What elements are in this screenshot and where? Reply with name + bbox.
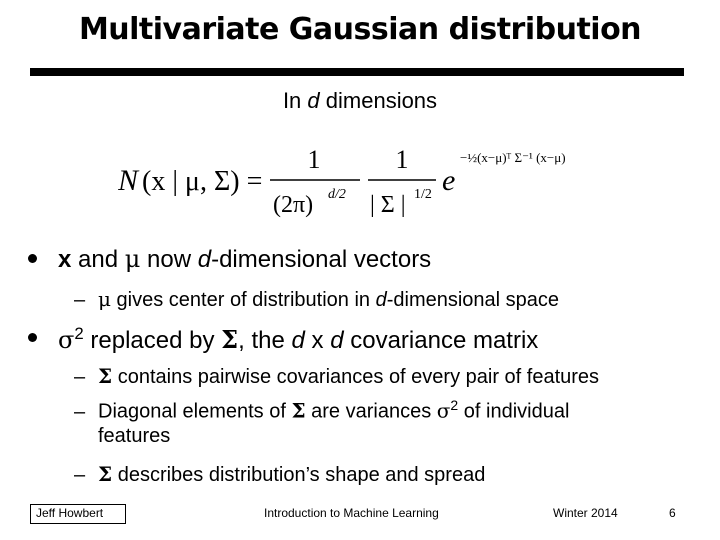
formula-N: N <box>118 164 139 197</box>
bullet1-text3: -dimensional vectors <box>211 246 432 273</box>
sigma-symbol: σ <box>436 398 451 423</box>
sub-bullet-diagonal <box>74 397 569 424</box>
sub-bullet-shape <box>74 462 485 487</box>
sub1-text1: gives center of distribution in <box>111 289 376 311</box>
title-divider <box>30 68 684 76</box>
footer-author: Jeff Howbert <box>36 506 104 520</box>
formula-e: e <box>442 164 456 197</box>
bullet2-x: x <box>304 327 331 354</box>
bullet-dot <box>28 254 37 263</box>
formula-exponent: −½(x−μ)ᵀ Σ⁻¹ (x−μ) <box>460 150 566 165</box>
sub1-var: d <box>375 289 387 311</box>
slide-subtitle <box>0 88 720 114</box>
bullet2-d2: d <box>330 327 344 354</box>
footer-course: Introduction to Machine Learning <box>264 506 439 520</box>
mu-symbol: μ <box>98 287 111 311</box>
sub2-text: contains pairwise covariances of every pair of features <box>112 366 600 388</box>
bullet2-text1: replaced by <box>83 327 222 354</box>
dash: – <box>74 464 86 486</box>
subtitle-var: d <box>307 88 320 113</box>
sub-bullet-pairwise <box>74 364 599 389</box>
sub3-exponent: 2 <box>450 397 459 413</box>
formula-frac1-den: (2π) <box>273 192 314 218</box>
mu-symbol: μ <box>124 245 141 273</box>
subtitle-pre: In <box>282 88 308 113</box>
subtitle-post: dimensions <box>319 88 438 113</box>
bullet-covariance <box>28 324 538 355</box>
bullet1-text1: and <box>71 246 125 273</box>
bullet1-var: d <box>197 246 212 273</box>
bullet-dot <box>28 333 37 342</box>
Sigma-symbol: Σ <box>291 398 306 423</box>
formula-frac2-den-exp: 1/2 <box>414 187 432 202</box>
dash: – <box>74 366 86 388</box>
bullet-vectors <box>28 245 431 274</box>
bullet2-d1: d <box>291 327 305 354</box>
formula-frac1-den-exp: d/2 <box>328 187 346 202</box>
sub3-text2: are variances <box>305 400 437 423</box>
Sigma-symbol: Σ <box>98 462 113 486</box>
formula-frac1-num: 1 <box>307 145 321 174</box>
footer-page-number: 6 <box>669 506 676 520</box>
bullet2-text2: , the <box>238 327 292 354</box>
sub-bullet-center <box>74 287 559 312</box>
Sigma-symbol: Σ <box>221 325 239 354</box>
sub1-text2: -dimensional space <box>386 289 560 311</box>
dash: – <box>74 289 86 311</box>
bullet2-text3: covariance matrix <box>343 327 539 354</box>
footer-term: Winter 2014 <box>553 506 618 520</box>
formula-frac2-den: | Σ | <box>370 192 406 218</box>
bullet1-x: x <box>58 246 72 273</box>
gaussian-formula <box>118 140 618 220</box>
sub3-text3: of individual <box>458 400 570 423</box>
sub4-text: describes distribution’s shape and spread <box>112 464 486 486</box>
bullet1-text2: now <box>140 246 198 273</box>
formula-args: (x | μ, Σ) = <box>142 166 263 197</box>
Sigma-symbol: Σ <box>98 364 113 388</box>
sigma-symbol: σ <box>58 326 75 354</box>
dash: – <box>74 400 86 423</box>
sub3-text1: Diagonal elements of <box>98 400 292 423</box>
slide-title: Multivariate Gaussian distribution <box>78 12 642 47</box>
sub-bullet-diagonal-cont: features <box>98 425 171 447</box>
bullet2-exponent: 2 <box>74 324 84 343</box>
formula-frac2-num: 1 <box>395 145 409 174</box>
